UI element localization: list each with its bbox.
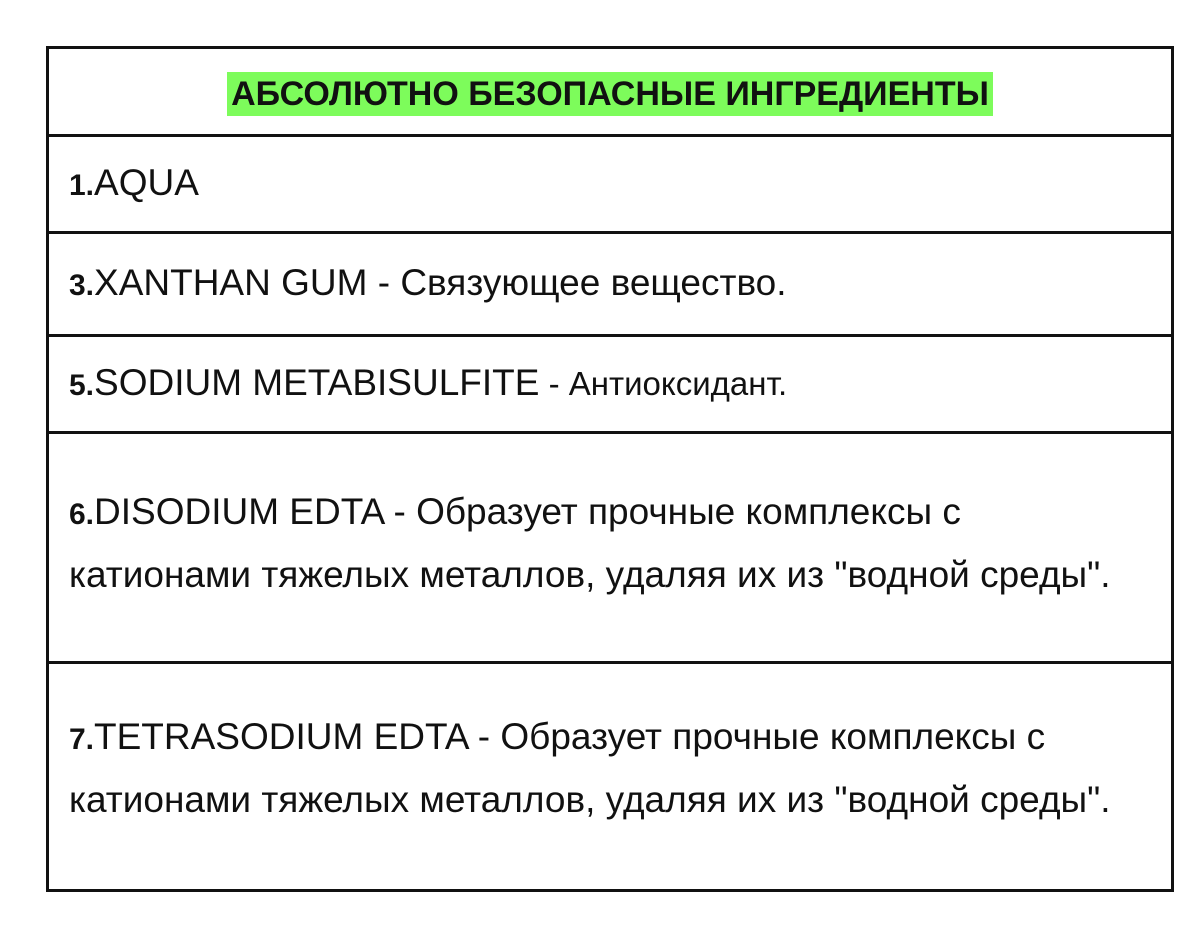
ingredient-number: 7. <box>69 723 95 756</box>
ingredient-cell <box>48 233 1173 336</box>
ingredient-cell <box>48 336 1173 433</box>
ingredient-number: 6. <box>69 498 95 531</box>
ingredient-cell <box>48 136 1173 233</box>
ingredient-name: XANTHAN GUM <box>94 261 368 303</box>
table-row <box>48 336 1173 433</box>
ingredient-number: 3. <box>69 268 95 302</box>
ingredient-number: 1. <box>69 168 95 202</box>
ingredient-description: - Связующее вещество. <box>367 261 787 303</box>
table-row <box>48 663 1173 891</box>
table-row <box>48 433 1173 663</box>
ingredient-name: SODIUM METABISULFITE <box>94 361 540 403</box>
ingredient-description: - Антиоксидант. <box>539 364 788 402</box>
ingredient-number: 5. <box>69 368 95 402</box>
ingredient-name: AQUA <box>94 161 199 203</box>
ingredients-table <box>46 46 1174 892</box>
ingredient-name: DISODIUM EDTA <box>94 491 384 532</box>
ingredient-description: - Образует прочные комплексы с катионами тяжелых металлов, удаляя их из "водной среды". <box>69 491 1111 595</box>
ingredient-name: TETRASODIUM EDTA <box>94 716 468 757</box>
table-row <box>48 136 1173 233</box>
table-row <box>48 233 1173 336</box>
table-title: АБСОЛЮТНО БЕЗОПАСНЫЕ ИНГРЕДИЕНТЫ <box>227 72 993 116</box>
table-header-cell <box>48 48 1173 136</box>
table-header-row <box>48 48 1173 136</box>
ingredient-cell <box>48 663 1173 891</box>
ingredient-cell <box>48 433 1173 663</box>
ingredient-description: - Образует прочные комплексы с катионами тяжелых металлов, удаляя их из "водной среды". <box>69 716 1111 820</box>
